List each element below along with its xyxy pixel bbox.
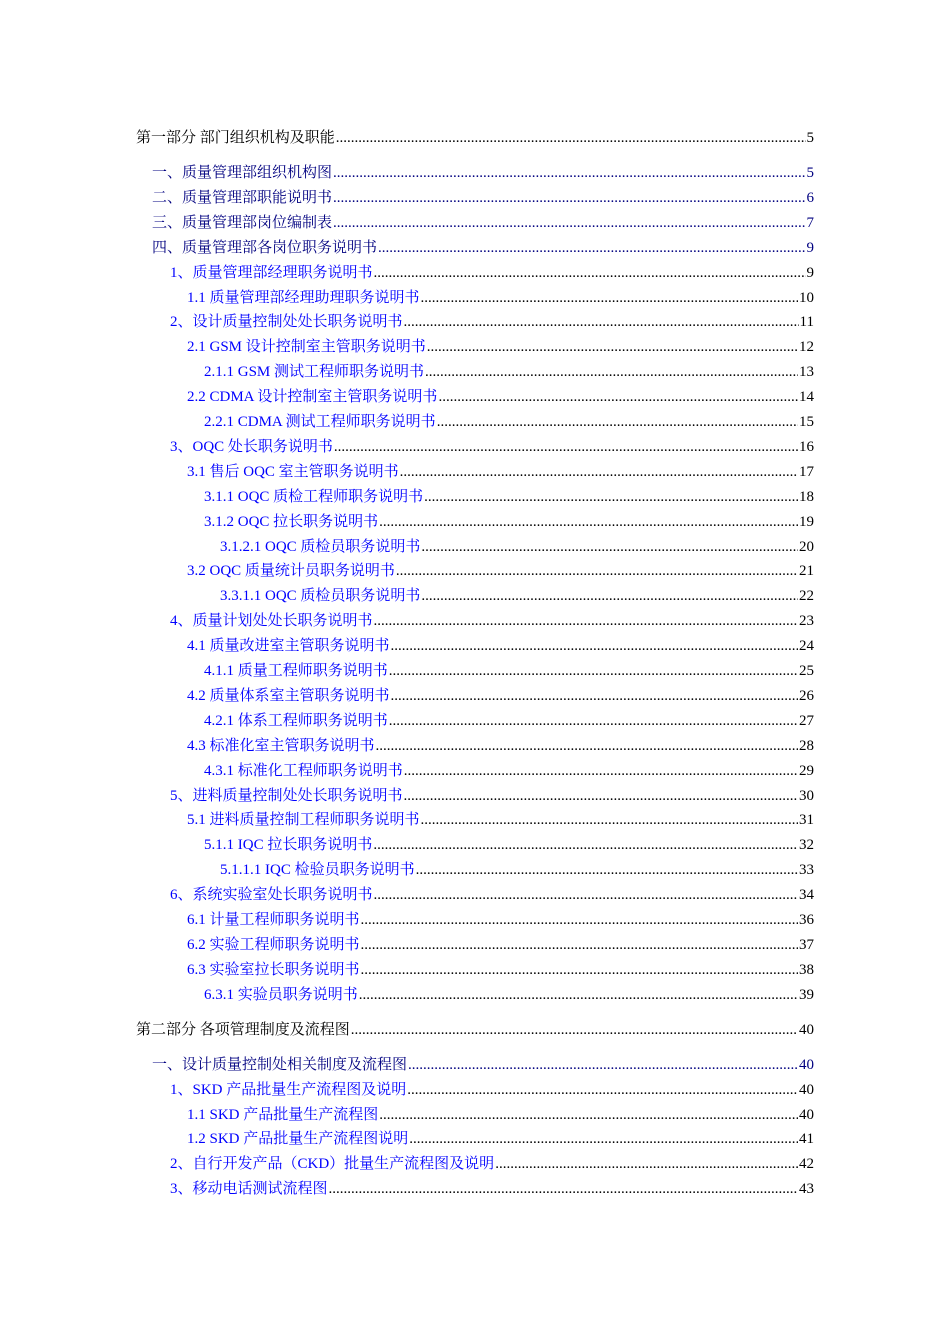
toc-entry[interactable] <box>0 287 814 309</box>
toc-dot-leader <box>416 859 798 881</box>
toc-dot-leader <box>425 361 798 383</box>
toc-dot-leader <box>409 1128 798 1150</box>
toc-entry-title: 4.2.1 体系工程师职务说明书 <box>204 712 388 729</box>
toc-entry-title: 5.1.1.1 IQC 检验员职务说明书 <box>220 862 415 879</box>
toc-entry-title: 三、质量管理部岗位编制表 <box>152 214 333 231</box>
toc-page-number: 31 <box>799 812 814 829</box>
toc-page-number: 40 <box>799 1106 814 1123</box>
toc-page-number: 34 <box>799 887 814 904</box>
toc-page-number: 5 <box>806 130 814 146</box>
toc-entry-title: 2、自行开发产品（CKD）批量生产流程图及说明 <box>170 1156 495 1173</box>
toc-entry[interactable] <box>0 710 814 732</box>
toc-entry[interactable] <box>0 386 814 408</box>
toc-entry[interactable] <box>0 959 814 981</box>
toc-entry[interactable] <box>0 162 814 184</box>
toc-entry-title: 4.2 质量体系室主管职务说明书 <box>187 687 390 704</box>
toc-dot-leader <box>396 560 798 582</box>
toc-entry[interactable] <box>0 785 814 807</box>
toc-entry[interactable] <box>0 909 814 931</box>
toc-dot-leader <box>379 1104 798 1126</box>
toc-entry[interactable] <box>0 560 814 582</box>
toc-dot-leader <box>333 162 805 184</box>
toc-entry-title: 4、质量计划处处长职务说明书 <box>170 613 373 630</box>
toc-dot-leader <box>438 386 798 408</box>
toc-page-number: 41 <box>799 1131 814 1148</box>
toc-part-entry[interactable] <box>0 1019 814 1041</box>
toc-entry[interactable] <box>0 984 814 1006</box>
toc-dot-leader <box>404 311 799 333</box>
toc-entry[interactable] <box>0 1128 814 1150</box>
toc-entry[interactable] <box>0 585 814 607</box>
toc-page-number: 13 <box>799 364 814 381</box>
toc-entry[interactable] <box>0 511 814 533</box>
toc-entry-title: 3、OQC 处长职务说明书 <box>170 438 333 455</box>
toc-entry-title: 2.1 GSM 设计控制室主管职务说明书 <box>187 339 426 356</box>
toc-dot-leader <box>389 660 798 682</box>
toc-page-number: 9 <box>806 264 814 281</box>
toc-dot-leader <box>404 785 798 807</box>
toc-page-number: 40 <box>799 1021 814 1038</box>
toc-dot-leader <box>374 610 798 632</box>
toc-page-number: 7 <box>806 214 814 231</box>
toc-entry[interactable] <box>0 859 814 881</box>
toc-page-number: 40 <box>799 1081 814 1098</box>
toc-dot-leader <box>336 127 806 149</box>
toc-entry-title: 3.1.2 OQC 拉长职务说明书 <box>204 513 379 530</box>
toc-page-number: 32 <box>799 837 814 854</box>
toc-page-number: 42 <box>799 1156 814 1173</box>
toc-dot-leader <box>378 237 805 259</box>
toc-page-number: 6 <box>806 189 814 206</box>
toc-entry[interactable] <box>0 685 814 707</box>
toc-dot-leader <box>421 536 798 558</box>
toc-page-number: 14 <box>799 389 814 406</box>
toc-dot-leader <box>427 336 798 358</box>
toc-entry[interactable] <box>0 486 814 508</box>
toc-entry-title: 6.1 计量工程师职务说明书 <box>187 912 360 928</box>
toc-page-number: 20 <box>799 538 814 555</box>
toc-entry[interactable] <box>0 262 814 284</box>
toc-entry-title: 3、移动电话测试流程图 <box>170 1181 328 1198</box>
toc-page-number: 33 <box>799 862 814 879</box>
toc-dot-leader <box>333 187 805 209</box>
toc-entry-title: 5.1 进料质量控制工程师职务说明书 <box>187 812 420 829</box>
toc-dot-leader <box>391 685 798 707</box>
toc-entry[interactable] <box>0 834 814 856</box>
toc-entry[interactable] <box>0 760 814 782</box>
toc-entry-title: 4.3.1 标准化工程师职务说明书 <box>204 762 403 779</box>
toc-entry-title: 3.1.2.1 OQC 质检员职务说明书 <box>220 538 421 555</box>
toc-entry[interactable] <box>0 1178 814 1200</box>
toc-page-number: 36 <box>799 912 814 928</box>
toc-page-number: 18 <box>799 488 814 505</box>
toc-dot-leader <box>437 411 798 433</box>
toc-page-number: 28 <box>799 737 814 754</box>
toc-dot-leader <box>361 934 798 956</box>
toc-entry-title: 1.2 SKD 产品批量生产流程图说明 <box>187 1131 409 1148</box>
toc-entry-title: 1、SKD 产品批量生产流程图及说明 <box>170 1081 407 1098</box>
toc-entry-title: 6.3.1 实验员职务说明书 <box>204 986 358 1003</box>
toc-entry-title: 3.1.1 OQC 质检工程师职务说明书 <box>204 488 424 505</box>
toc-dot-leader <box>333 212 805 234</box>
toc-entry-title: 4.1 质量改进室主管职务说明书 <box>187 638 390 655</box>
toc-page-number: 22 <box>799 588 814 605</box>
toc-entry[interactable] <box>0 1104 814 1126</box>
toc-entry-title: 2.1.1 GSM 测试工程师职务说明书 <box>204 364 425 381</box>
toc-page-number: 25 <box>799 663 814 679</box>
toc-entry-title: 1、质量管理部经理职务说明书 <box>170 264 373 281</box>
toc-entry[interactable] <box>0 536 814 558</box>
toc-entry-title: 一、质量管理部组织机构图 <box>152 165 333 181</box>
toc-entry[interactable] <box>0 461 814 483</box>
toc-entry[interactable] <box>0 311 814 333</box>
toc-page-number: 37 <box>799 936 814 953</box>
toc-page-number: 23 <box>799 613 814 630</box>
toc-entry-title: 5.1.1 IQC 拉长职务说明书 <box>204 837 373 854</box>
toc-entry-title: 2.2.1 CDMA 测试工程师职务说明书 <box>204 414 436 430</box>
toc-dot-leader <box>408 1054 798 1076</box>
toc-entry[interactable] <box>0 212 814 234</box>
toc-entry[interactable] <box>0 411 814 433</box>
toc-entry[interactable] <box>0 934 814 956</box>
toc-dot-leader <box>421 585 798 607</box>
toc-page-number: 9 <box>806 239 814 256</box>
toc-entry[interactable] <box>0 1153 814 1175</box>
toc-entry[interactable] <box>0 635 814 657</box>
toc-dot-leader <box>374 884 798 906</box>
toc-dot-leader <box>421 809 798 831</box>
toc-entry[interactable] <box>0 187 814 209</box>
toc-dot-leader <box>389 710 798 732</box>
toc-entry-title: 5、进料质量控制处处长职务说明书 <box>170 787 403 804</box>
toc-dot-leader <box>391 635 798 657</box>
toc-dot-leader <box>400 461 798 483</box>
toc-entry[interactable] <box>0 1079 814 1101</box>
toc-entry-title: 2、设计质量控制处处长职务说明书 <box>170 314 403 331</box>
toc-dot-leader <box>334 436 798 458</box>
toc-entry-title: 6.3 实验室拉长职务说明书 <box>187 961 360 978</box>
toc-page-number: 26 <box>799 687 814 704</box>
toc-page-number: 24 <box>799 638 814 655</box>
toc-dot-leader <box>359 984 798 1006</box>
toc-dot-leader <box>379 511 798 533</box>
toc-page-number: 10 <box>799 289 814 306</box>
toc-entry[interactable] <box>0 436 814 458</box>
toc-page-number: 38 <box>799 961 814 978</box>
toc-entry[interactable] <box>0 610 814 632</box>
toc-entry-title: 2.2 CDMA 设计控制室主管职务说明书 <box>187 389 438 406</box>
toc-dot-leader <box>407 1079 798 1101</box>
toc-page-number: 16 <box>799 438 814 455</box>
toc-dot-leader <box>329 1178 798 1200</box>
toc-page-number: 19 <box>799 513 814 530</box>
toc-page-number: 15 <box>799 414 814 430</box>
toc-page-number: 39 <box>799 986 814 1003</box>
toc-entry-title: 3.3.1.1 OQC 质检员职务说明书 <box>220 588 421 605</box>
toc-dot-leader <box>374 262 806 284</box>
toc-dot-leader <box>351 1019 798 1041</box>
toc-dot-leader <box>361 909 798 931</box>
toc-dot-leader <box>376 735 798 757</box>
toc-dot-leader <box>421 287 798 309</box>
toc-page-number: 21 <box>799 563 814 580</box>
toc-entry-title: 3.1 售后 OQC 室主管职务说明书 <box>187 463 399 480</box>
toc-entry-title: 3.2 OQC 质量统计员职务说明书 <box>187 563 395 580</box>
toc-entry-title: 一、设计质量控制处相关制度及流程图 <box>152 1056 408 1073</box>
toc-page-number: 5 <box>806 165 814 181</box>
toc-entry-title: 4.3 标准化室主管职务说明书 <box>187 737 375 754</box>
toc-entry[interactable] <box>0 361 814 383</box>
toc-dot-leader <box>404 760 798 782</box>
toc-entry-title: 6、系统实验室处长职务说明书 <box>170 887 373 904</box>
toc-dot-leader <box>373 834 798 856</box>
toc-entry-title: 第一部分 部门组织机构及职能 <box>136 130 335 146</box>
toc-entry[interactable] <box>0 809 814 831</box>
toc-entry[interactable] <box>0 735 814 757</box>
toc-part-entry[interactable] <box>0 127 814 149</box>
toc-entry-title: 1.1 质量管理部经理助理职务说明书 <box>187 289 420 306</box>
toc-page-number: 43 <box>799 1181 814 1198</box>
toc-page-number: 12 <box>799 339 814 356</box>
toc-page-number: 30 <box>799 787 814 804</box>
toc-entry-title: 二、质量管理部职能说明书 <box>152 189 333 206</box>
toc-page-number: 11 <box>799 314 814 331</box>
toc-entry-title: 四、质量管理部各岗位职务说明书 <box>152 239 378 256</box>
toc-entry-title: 第二部分 各项管理制度及流程图 <box>136 1021 350 1038</box>
toc-page-number: 29 <box>799 762 814 779</box>
toc-entry-title: 6.2 实验工程师职务说明书 <box>187 936 360 953</box>
toc-page-number: 40 <box>799 1056 814 1073</box>
toc-dot-leader <box>495 1153 798 1175</box>
toc-entry[interactable] <box>0 884 814 906</box>
toc-page-number: 27 <box>799 712 814 729</box>
toc-entry[interactable] <box>0 336 814 358</box>
toc-entry[interactable] <box>0 660 814 682</box>
toc-page-number: 17 <box>799 463 814 480</box>
toc-entry[interactable] <box>0 1054 814 1076</box>
toc-entry-title: 4.1.1 质量工程师职务说明书 <box>204 663 388 679</box>
toc-entry[interactable] <box>0 237 814 259</box>
toc-entry-title: 1.1 SKD 产品批量生产流程图 <box>187 1106 379 1123</box>
toc-dot-leader <box>424 486 798 508</box>
toc-dot-leader <box>361 959 798 981</box>
